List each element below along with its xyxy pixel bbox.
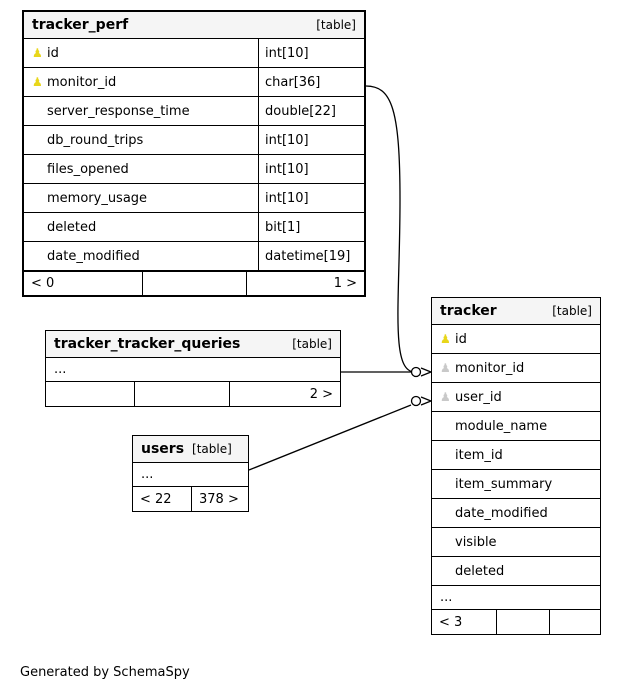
column-name: date_modified [47, 248, 140, 264]
table-row[interactable] [432, 383, 600, 412]
column-type: datetime[19] [258, 242, 364, 270]
foreign-key-icon: ♟ [440, 390, 451, 404]
footer-left [46, 382, 134, 406]
column-name-cell [24, 126, 258, 154]
footer-middle [496, 610, 549, 634]
column-name: deleted [455, 563, 505, 579]
table-users[interactable] [132, 435, 249, 512]
column-type: bit[1] [258, 213, 364, 241]
footer-parent-count: < 0 [31, 276, 55, 291]
footer-parent-count: < 3 [439, 614, 463, 630]
no-key-icon [32, 192, 42, 204]
table-tracker[interactable] [431, 297, 601, 635]
no-key-icon [32, 105, 42, 117]
column-name: monitor_id [455, 360, 525, 376]
column-name-cell [432, 325, 600, 353]
column-name: user_id [455, 389, 502, 405]
column-name: db_round_trips [47, 132, 144, 148]
table-footer [133, 487, 248, 511]
column-type: char[36] [258, 68, 364, 96]
table-row[interactable] [432, 354, 600, 383]
footer-child-count: 1 > [246, 272, 364, 295]
table-footer [46, 382, 340, 406]
table-row[interactable] [24, 68, 364, 97]
column-name-cell [432, 470, 600, 498]
column-name: monitor_id [47, 74, 117, 90]
table-row[interactable] [24, 97, 364, 126]
no-key-icon [32, 221, 42, 233]
table-row[interactable] [24, 126, 364, 155]
column-name: memory_usage [47, 190, 148, 206]
table-type-tag: [table] [316, 18, 356, 32]
column-name: deleted [47, 219, 97, 235]
column-name-cell [24, 97, 258, 125]
table-title: tracker [440, 303, 497, 319]
collapsed-columns-indicator[interactable]: ... [133, 463, 248, 487]
column-name: id [47, 45, 59, 61]
table-footer [24, 271, 364, 295]
footer-middle [142, 272, 246, 295]
table-row[interactable] [432, 499, 600, 528]
collapsed-columns-indicator[interactable]: ... [46, 358, 340, 382]
table-row[interactable] [432, 412, 600, 441]
column-name: visible [455, 534, 497, 550]
foreign-key-icon: ♟ [440, 361, 451, 375]
table-title: tracker_tracker_queries [54, 336, 241, 352]
table-type-tag: [table] [192, 442, 232, 456]
column-name: id [455, 331, 467, 347]
column-name: date_modified [455, 505, 548, 521]
primary-key-icon: ♟ [440, 332, 451, 346]
column-name-cell [24, 213, 258, 241]
footer-child-count: 378 > [191, 487, 248, 511]
column-type: int[10] [258, 155, 364, 183]
column-name-cell [432, 354, 600, 382]
no-key-icon [32, 250, 42, 262]
table-type-tag: [table] [292, 337, 332, 351]
footer-parent-count: < 22 [140, 491, 172, 507]
column-type: double[22] [258, 97, 364, 125]
footer-middle [134, 382, 229, 406]
table-row[interactable] [24, 242, 364, 271]
collapsed-columns-indicator[interactable]: ... [432, 586, 600, 610]
column-name-cell [432, 528, 600, 556]
table-title: tracker_perf [32, 17, 129, 33]
table-header [133, 436, 248, 463]
table-type-tag: [table] [552, 304, 592, 318]
table-title: users [141, 441, 185, 457]
no-key-icon [32, 134, 42, 146]
table-footer [432, 610, 600, 634]
no-key-icon [440, 536, 450, 548]
no-key-icon [440, 449, 450, 461]
table-header [432, 298, 600, 325]
table-row[interactable] [24, 155, 364, 184]
column-name: item_id [455, 447, 503, 463]
column-name: server_response_time [47, 103, 190, 119]
column-type: int[10] [258, 39, 364, 67]
table-tracker-tracker-queries[interactable] [45, 330, 341, 407]
column-name-cell [24, 184, 258, 212]
column-name-cell [24, 39, 258, 67]
column-name: module_name [455, 418, 548, 434]
table-tracker-perf[interactable] [22, 10, 366, 297]
column-name-cell [432, 441, 600, 469]
no-key-icon [32, 163, 42, 175]
table-row[interactable] [432, 325, 600, 354]
column-name-cell [24, 242, 258, 270]
footer-child-count [549, 610, 600, 634]
column-name-cell [24, 155, 258, 183]
column-type: int[10] [258, 126, 364, 154]
table-row[interactable] [432, 528, 600, 557]
no-key-icon [440, 478, 450, 490]
primary-key-icon: ♟ [32, 46, 43, 60]
generated-by-label: Generated by SchemaSpy [20, 665, 190, 680]
table-row[interactable] [24, 213, 364, 242]
table-row[interactable] [432, 441, 600, 470]
column-type: int[10] [258, 184, 364, 212]
column-name-cell [432, 412, 600, 440]
footer-child-count: 2 > [229, 382, 340, 406]
column-name-cell [432, 557, 600, 585]
table-row[interactable] [432, 470, 600, 499]
column-name-cell [432, 499, 600, 527]
table-row[interactable] [24, 184, 364, 213]
table-header [24, 12, 364, 39]
column-name: item_summary [455, 476, 553, 492]
table-row[interactable] [432, 557, 600, 586]
column-name-cell [24, 68, 258, 96]
table-row[interactable] [24, 39, 364, 68]
no-key-icon [440, 507, 450, 519]
table-header [46, 331, 340, 358]
no-key-icon [440, 565, 450, 577]
column-name: files_opened [47, 161, 129, 177]
column-name-cell [432, 383, 600, 411]
no-key-icon [440, 420, 450, 432]
primary-key-icon: ♟ [32, 75, 43, 89]
